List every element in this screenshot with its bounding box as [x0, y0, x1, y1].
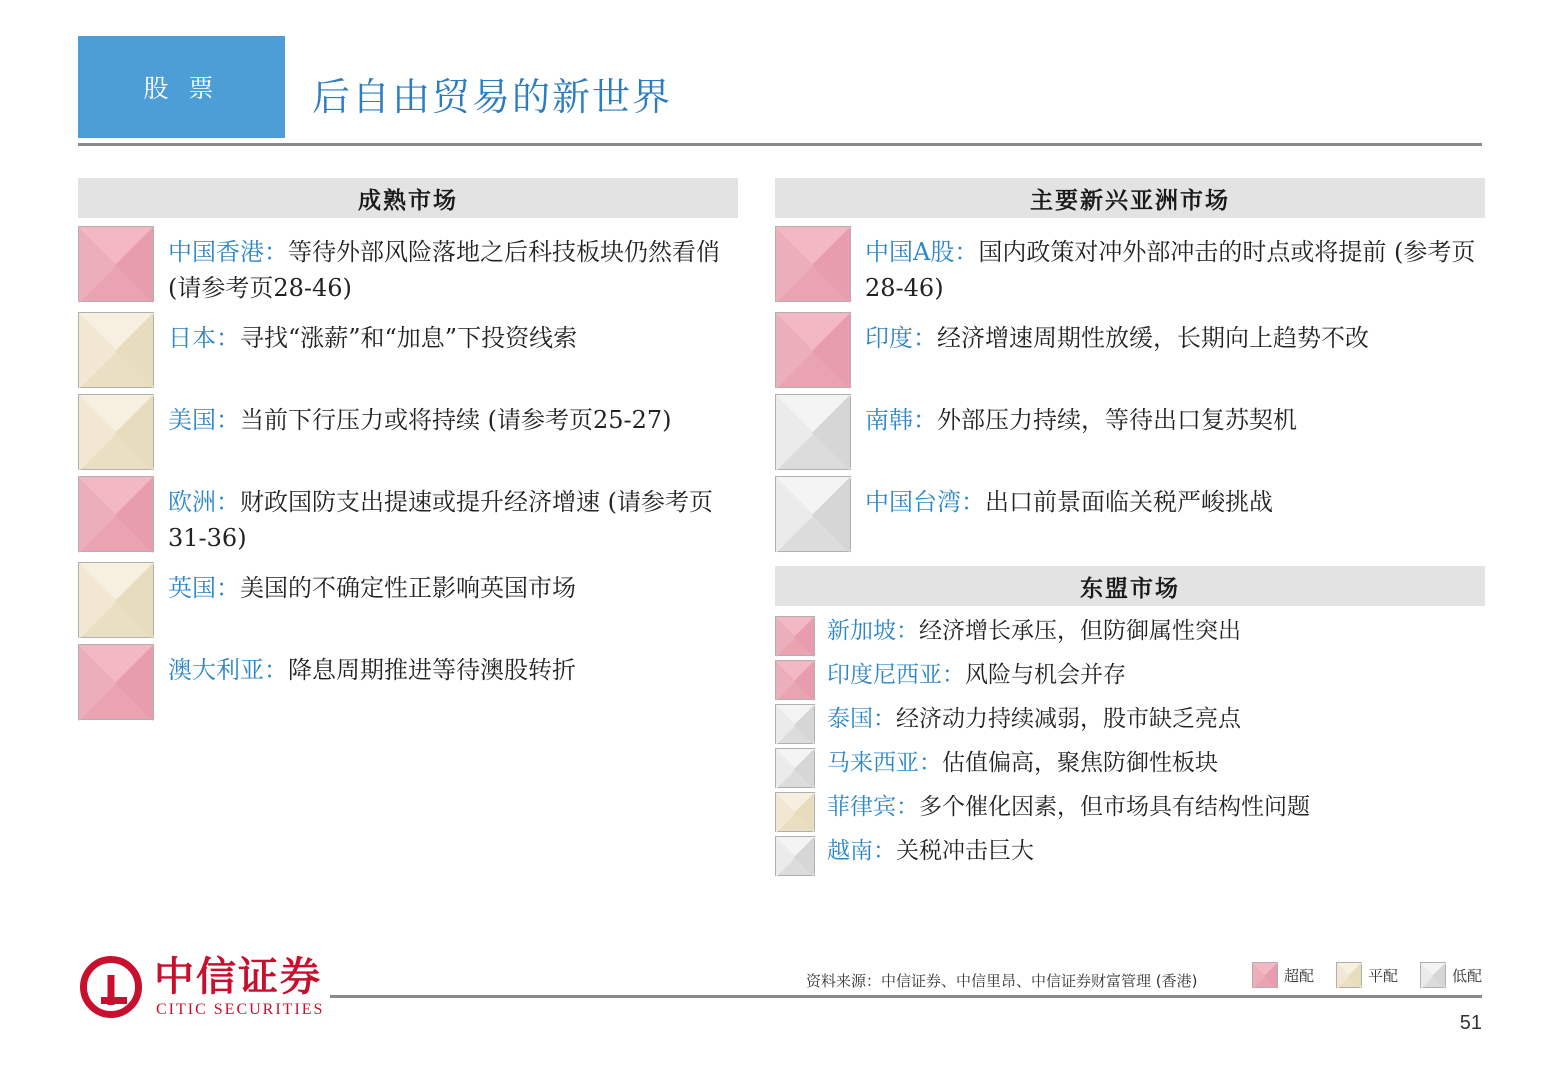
rating-marker-underweight-icon: [775, 394, 851, 470]
market-label: 菲律宾：: [827, 794, 919, 820]
slide-header: [0, 0, 1560, 150]
market-comment: 多个催化因素，但市场具有结构性问题: [919, 794, 1310, 820]
list-item-text: [865, 312, 1369, 356]
list-item-text: [168, 312, 577, 356]
list-item-text: [865, 476, 1273, 520]
rating-marker-neutral-icon: [78, 312, 154, 388]
rating-marker-underweight-icon: [775, 476, 851, 552]
section-title-developed: 成熟市场: [78, 178, 738, 218]
market-comment: 等待外部风险落地之后科技板块仍然看俏 (请参考页28-46): [168, 238, 720, 302]
emerging-asia-list: [775, 226, 1485, 552]
list-item-text: [827, 834, 1034, 866]
legend-label: 超配: [1283, 966, 1314, 985]
developed-markets-column: [78, 178, 738, 726]
market-label: 印度：: [865, 324, 937, 352]
legend-marker-overweight-icon: [1252, 962, 1278, 988]
logo-name-en: CITIC SECURITIES: [156, 1001, 325, 1018]
legend-marker-neutral-icon: [1336, 962, 1362, 988]
citic-mark-icon: [80, 956, 142, 1018]
section-title-emerging-asia: 主要新兴亚洲市场: [775, 178, 1485, 218]
market-comment: 估值偏高，聚焦防御性板块: [942, 750, 1218, 776]
developed-markets-list: [78, 226, 738, 720]
logo-name-cn: 中信证券: [154, 953, 322, 1000]
legend-marker-underweight-icon: [1420, 962, 1446, 988]
market-label: 中国台湾：: [865, 488, 985, 516]
list-item[interactable]: [775, 702, 1485, 744]
market-comment: 当前下行压力或将持续 (请参考页25-27): [240, 406, 672, 434]
list-item[interactable]: [775, 394, 1485, 470]
market-comment: 出口前景面临关税严峻挑战: [985, 488, 1273, 516]
page-number: 51: [1459, 1012, 1482, 1034]
list-item[interactable]: [78, 644, 738, 720]
rating-marker-overweight-icon: [775, 312, 851, 388]
market-label: 中国A股：: [865, 238, 979, 266]
market-label: 日本：: [168, 324, 240, 352]
list-item-text: [168, 644, 576, 688]
market-comment: 经济动力持续减弱，股市缺乏亮点: [896, 706, 1241, 732]
list-item[interactable]: [78, 312, 738, 388]
company-logo: [80, 955, 324, 1019]
list-item-text: [827, 614, 1241, 646]
market-comment: 财政国防支出提速或提升经济增速 (请参考页31-36): [168, 488, 713, 552]
market-comment: 经济增速周期性放缓，长期向上趋势不改: [937, 324, 1369, 352]
list-item[interactable]: [775, 746, 1485, 788]
list-item[interactable]: [775, 790, 1485, 832]
list-item[interactable]: [78, 562, 738, 638]
market-label: 欧洲：: [168, 488, 240, 516]
list-item-text: [168, 562, 576, 606]
list-item[interactable]: [775, 476, 1485, 552]
legend-label: 低配: [1451, 966, 1482, 985]
rating-marker-overweight-icon: [775, 616, 815, 656]
market-comment: 关税冲击巨大: [896, 838, 1034, 864]
rating-marker-neutral-icon: [775, 792, 815, 832]
market-label: 中国香港：: [168, 238, 288, 266]
list-item[interactable]: [78, 226, 738, 306]
rating-marker-underweight-icon: [775, 748, 815, 788]
rating-marker-overweight-icon: [775, 226, 851, 302]
list-item-text: [827, 658, 1126, 690]
market-label: 越南：: [827, 838, 896, 864]
rating-legend: [1252, 962, 1482, 988]
legend-item-overweight: [1252, 962, 1314, 988]
market-comment: 外部压力持续，等待出口复苏契机: [937, 406, 1297, 434]
market-label: 美国：: [168, 406, 240, 434]
list-item[interactable]: [775, 834, 1485, 876]
rating-marker-underweight-icon: [775, 836, 815, 876]
asean-list: [775, 614, 1485, 876]
rating-marker-neutral-icon: [78, 394, 154, 470]
list-item-text: [827, 746, 1218, 778]
market-label: 马来西亚：: [827, 750, 942, 776]
rating-marker-underweight-icon: [775, 704, 815, 744]
legend-item-underweight: [1420, 962, 1482, 988]
list-item-text: [168, 476, 738, 556]
market-comment: 经济增长承压，但防御属性突出: [919, 618, 1241, 644]
market-comment: 降息周期推进等待澳股转折: [288, 656, 576, 684]
market-label: 英国：: [168, 574, 240, 602]
list-item[interactable]: [78, 394, 738, 470]
rating-marker-overweight-icon: [775, 660, 815, 700]
list-item-text: [168, 394, 672, 438]
list-item-text: [865, 226, 1485, 306]
market-label: 南韩：: [865, 406, 937, 434]
source-note: 资料来源：中信证券、中信里昂、中信证券财富管理 (香港): [806, 972, 1198, 990]
rating-marker-overweight-icon: [78, 226, 154, 302]
footer-divider: [330, 995, 1482, 998]
market-label: 澳大利亚：: [168, 656, 288, 684]
section-title-asean: 东盟市场: [775, 566, 1485, 606]
market-label: 泰国：: [827, 706, 896, 732]
market-comment: 风险与机会并存: [965, 662, 1126, 688]
list-item-text: [827, 790, 1310, 822]
legend-label: 平配: [1367, 966, 1398, 985]
rating-marker-overweight-icon: [78, 476, 154, 552]
list-item[interactable]: [775, 312, 1485, 388]
page-title: 后自由贸易的新世界: [312, 75, 673, 119]
market-comment: 国内政策对冲外部冲击的时点或将提前 (参考页28-46): [865, 238, 1476, 302]
list-item[interactable]: [775, 226, 1485, 306]
market-comment: 寻找“涨薪”和“加息”下投资线索: [240, 324, 578, 352]
asia-markets-column: [775, 178, 1485, 878]
header-category-tag: 股 票: [78, 36, 285, 138]
header-divider: [78, 143, 1482, 146]
market-label: 印度尼西亚：: [827, 662, 965, 688]
list-item-text: [865, 394, 1297, 438]
list-item-text: [168, 226, 738, 306]
legend-item-neutral: [1336, 962, 1398, 988]
rating-marker-overweight-icon: [78, 644, 154, 720]
rating-marker-neutral-icon: [78, 562, 154, 638]
list-item[interactable]: [775, 614, 1485, 656]
market-comment: 美国的不确定性正影响英国市场: [240, 574, 576, 602]
list-item[interactable]: [78, 476, 738, 556]
list-item-text: [827, 702, 1241, 734]
market-label: 新加坡：: [827, 618, 919, 644]
list-item[interactable]: [775, 658, 1485, 700]
